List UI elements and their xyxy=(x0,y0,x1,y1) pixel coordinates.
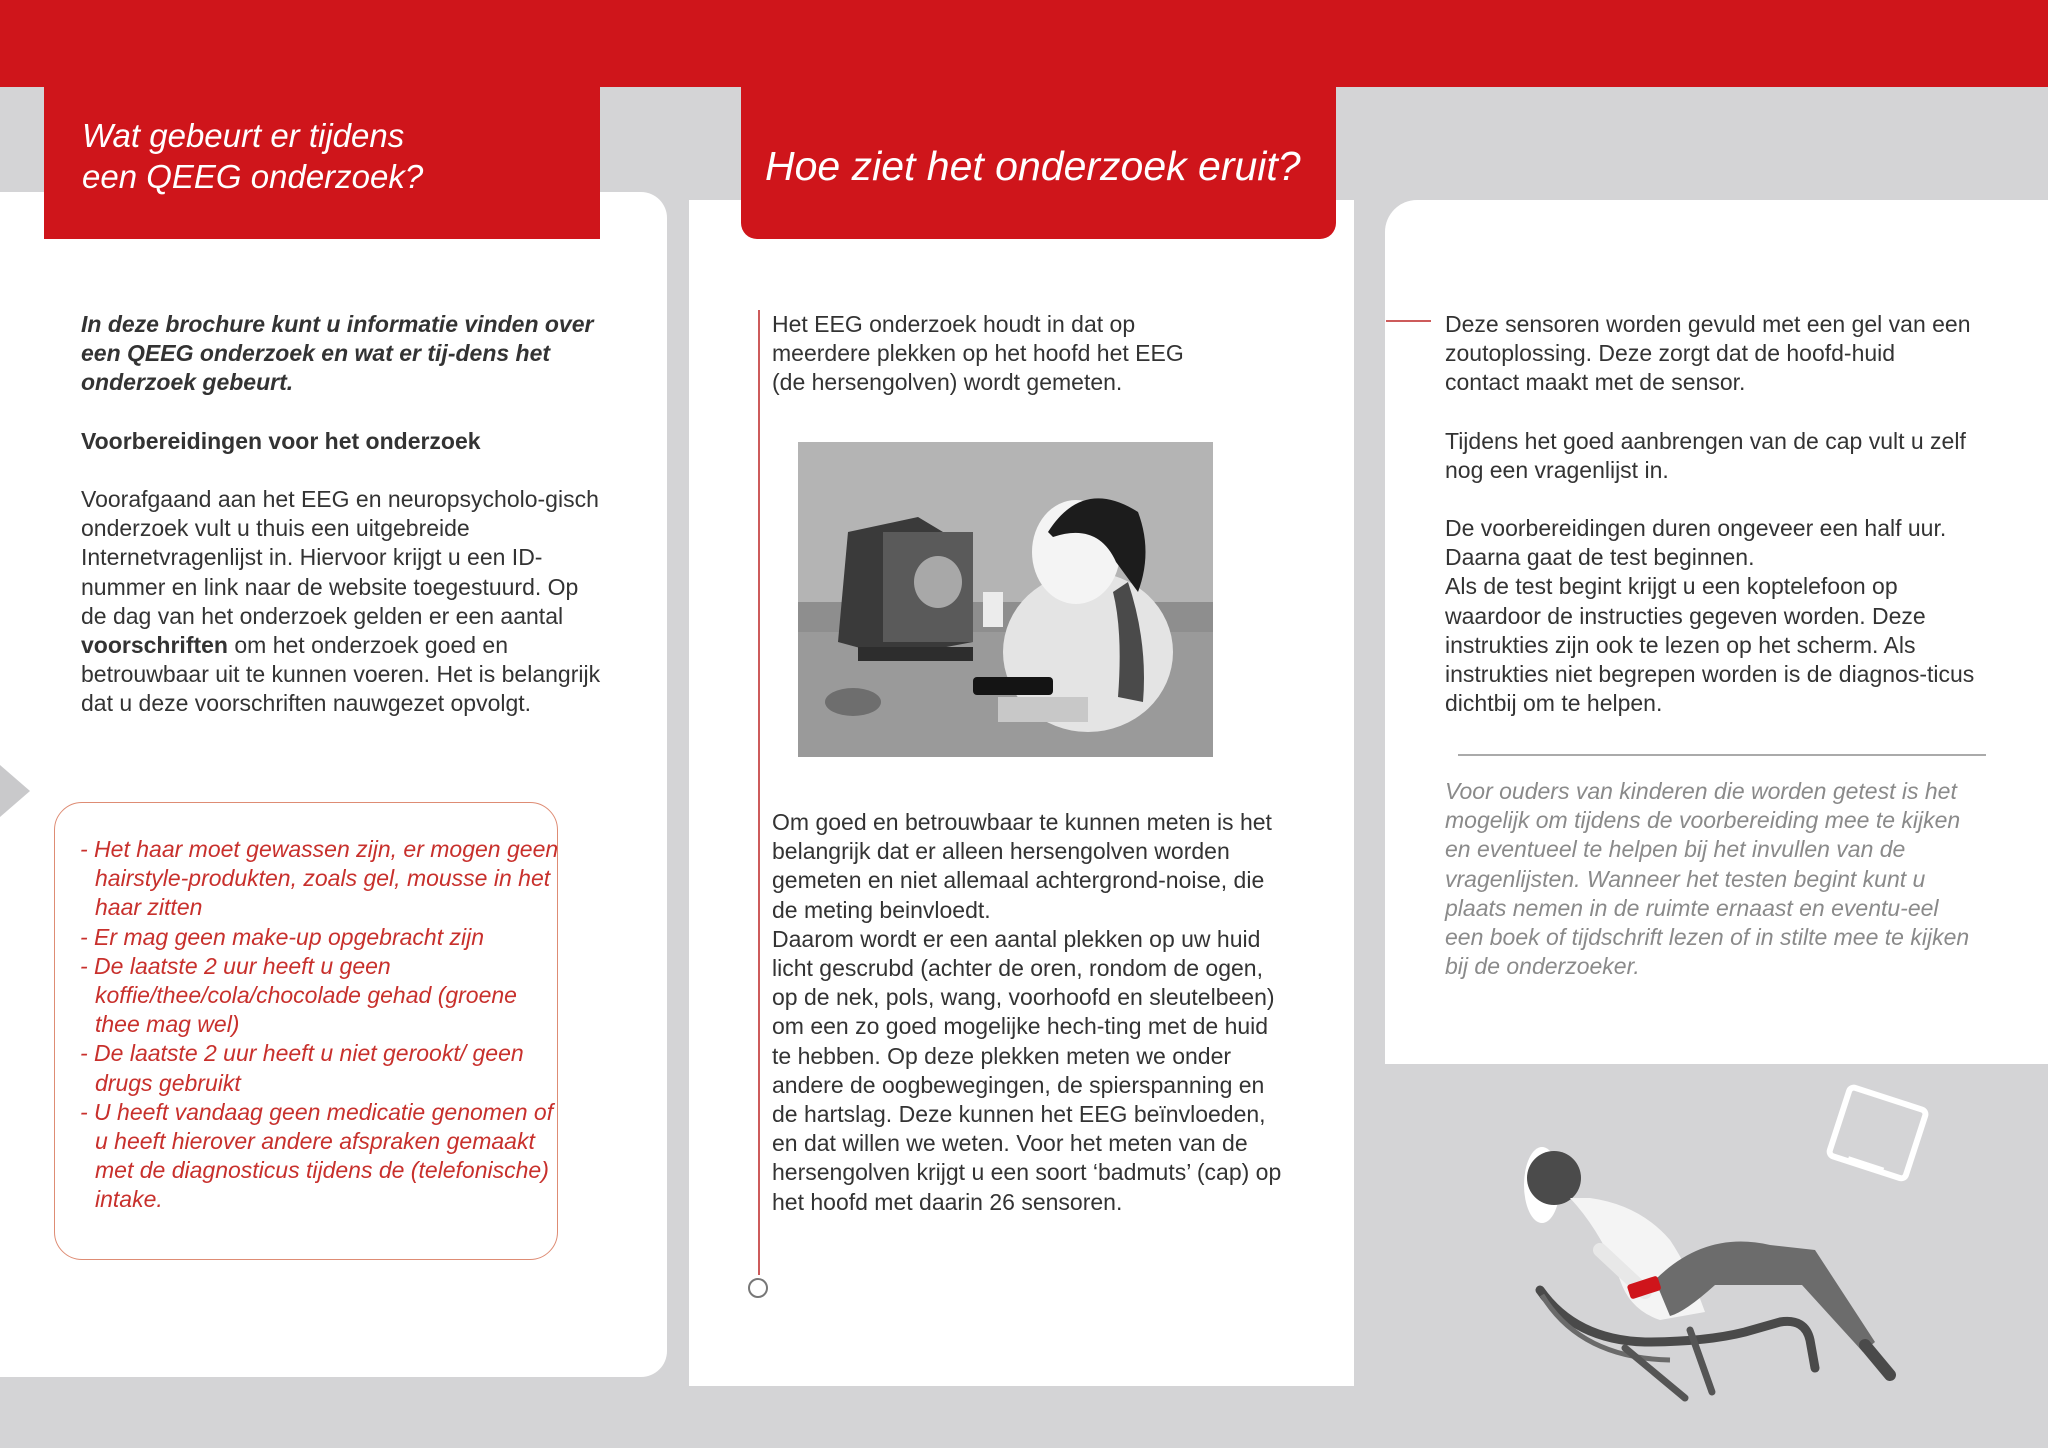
preparation-text-start: Voorafgaand aan het EEG en neuropsycholo-gisch onderzoek vult u thuis een uitgebreide Internetvragenlijst in. Hiervoor krijgt u een ID-nummer en link naar de website toegestuurd. Op de dag van het onderzoek gelden er een aantal xyxy=(81,486,599,629)
eeg-session-photo xyxy=(798,442,1213,757)
middle-title: Hoe ziet het onderzoek eruit? xyxy=(765,143,1301,189)
timeline-end-circle xyxy=(748,1278,768,1298)
preparation-text-end: om het onderzoek goed en betrouwbaar uit te kunnen voeren. Het is belangrijk dat u deze voorschriften nauwgezet opvolgt. xyxy=(81,632,601,717)
intro-text: In deze brochure kunt u informatie vinden over een QEEG onderzoek en wat er tij-dens het onderzoek gebeurt. xyxy=(81,311,594,396)
requirement-item: - Er mag geen make-up opgebracht zijn xyxy=(80,923,484,950)
eeg-intro-text: Het EEG onderzoek houdt in dat op meerdere plekken op het hoofd het EEG (de hersengolven) wordt gemeten. xyxy=(772,311,1184,396)
requirement-item: - De laatste 2 uur heeft u geen koffie/thee/cola/chocolade gehad (groene thee mag wel) xyxy=(80,952,517,1038)
requirements-list xyxy=(80,835,560,1215)
column-marker-line xyxy=(1386,320,1431,322)
questionnaire-text: Tijdens het goed aanbrengen van de cap vult u zelf nog een vragenlijst in. xyxy=(1445,428,1966,484)
preparation-text-bold: voorschriften xyxy=(81,632,228,659)
timeline-line xyxy=(758,310,760,1275)
reclining-person-illustration xyxy=(1480,1080,1940,1410)
measurement-text: Om goed en betrouwbaar te kunnen meten is het belangrijk dat er alleen hersengolven worden gemeten en niet allemaal achtergrond-noise, die de meting beinvloedt. Daarom wordt er een aantal plekken op uw huid licht gescrubd (achter de oren, rondom de ogen, op de nek, pols, wang, voorhoofd en sleutelbeen) om een zo goed mogelijke hech-ting met de huid te hebben. Op deze plekken meten we onder andere de oogbewegingen, de spierspanning en de hartslag. Deze kunnen het EEG beïnvloeden, en dat willen we weten. Voor het meten van de hersengolven krijgt u een soort ‘badmuts’ (cap) op het hoofd met daarin 26 sensoren. xyxy=(772,809,1282,1215)
side-arrow-icon xyxy=(0,765,30,817)
separator-line xyxy=(1458,754,1986,756)
test-start-text: De voorbereidingen duren ongeveer een half uur. Daarna gaat de test beginnen. Als de test begint krijgt u een koptelefoon op waardoor de instructies gegeven worden. Deze instrukties zijn ook te lezen op het scherm. Als instrukties niet begrepen worden is de diagnos-ticus dichtbij om te helpen. xyxy=(1445,515,1975,717)
preparation-heading: Voorbereidingen voor het onderzoek xyxy=(81,428,481,454)
requirement-item: - U heeft vandaag geen medicatie genomen of u heeft hierover andere afspraken gemaakt met de diagnosticus tijdens de (telefonische) intake. xyxy=(80,1098,554,1213)
sensor-gel-text: Deze sensoren worden gevuld met een gel van een zoutoplossing. Deze zorgt dat de hoofd-huid contact maakt met de sensor. xyxy=(1445,311,1971,396)
requirement-item: - Het haar moet gewassen zijn, er mogen geen hairstyle-produkten, zoals gel, mousse in het haar zitten xyxy=(80,836,559,921)
top-red-banner xyxy=(0,0,2048,87)
parents-note: Voor ouders van kinderen die worden getest is het mogelijk om tijdens de voorbereiding mee te kijken en eventueel te helpen bij het invullen van de vragenlijsten. Wanneer het testen begint kunt u plaats nemen in de ruimte ernaast en eventu-eel een boek of tijdschrift lezen of in stilte mee te kijken bij de onderzoeker. xyxy=(1445,778,1970,980)
left-title: Wat gebeurt er tijdens een QEEG onderzoek? xyxy=(82,117,424,195)
middle-title-tab xyxy=(741,87,1336,239)
preparation-paragraph xyxy=(81,485,601,719)
left-title-tab xyxy=(44,87,600,239)
requirement-item: - De laatste 2 uur heeft u niet gerookt/ geen drugs gebruikt xyxy=(80,1040,524,1096)
